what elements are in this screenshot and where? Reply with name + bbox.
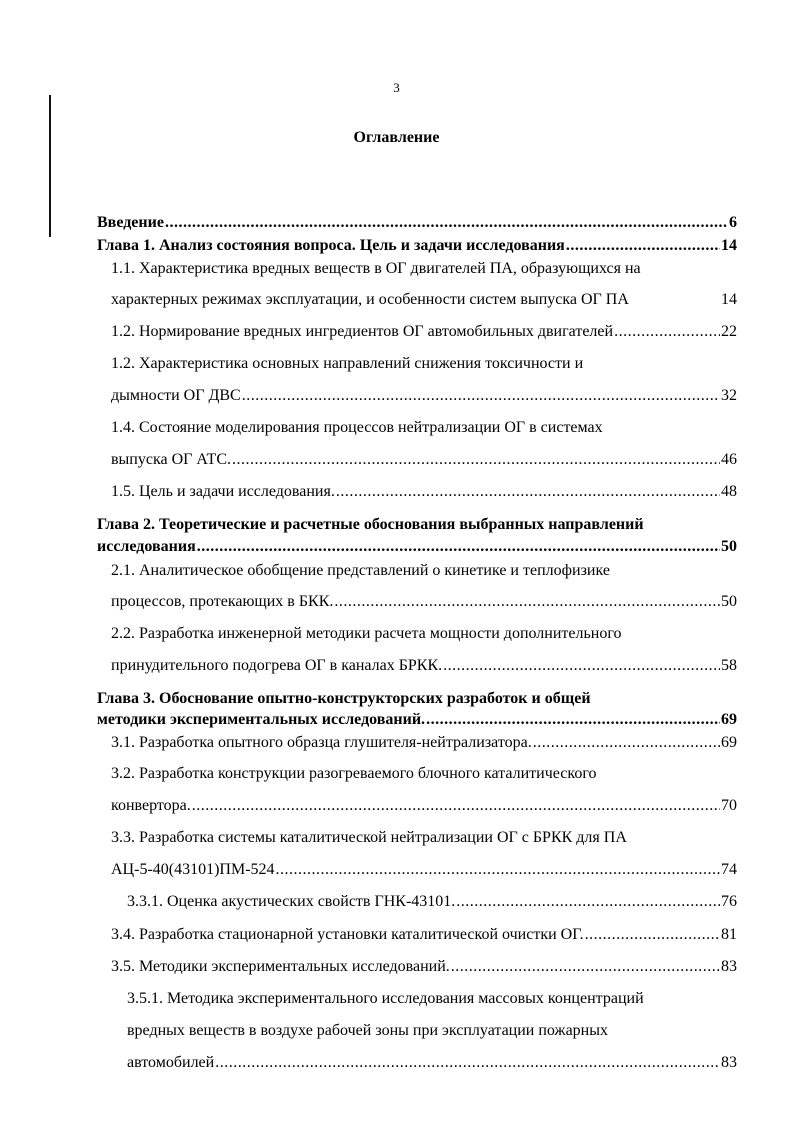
toc-entry-label: АЦ-5-40(43101)ПМ-524 (111, 861, 275, 878)
leader-dots (334, 592, 720, 612)
toc-entry-3-4[interactable] (111, 925, 737, 945)
leader-dots (276, 860, 720, 880)
toc-entry-label: 3.3.1. Оценка акустических свойств ГНК-43101. (127, 893, 456, 910)
toc-entry-chapter-1[interactable] (97, 236, 737, 256)
toc-entry-page: 46 (721, 451, 737, 468)
toc-entry-label: 3.4. Разработка стационарной установки каталитической очистки ОГ. (111, 926, 584, 943)
toc-entry-page: 50 (721, 593, 737, 610)
toc-entry-page: 48 (721, 483, 737, 500)
toc-entry-3-3-line-1[interactable] (111, 828, 737, 848)
toc-entry-3-5-1-line-3[interactable] (127, 1053, 737, 1073)
toc-entry-chapter-3-line-1[interactable] (97, 689, 737, 709)
toc-entry-label: выпуска ОГ АТС. (111, 451, 231, 468)
toc-entry-page: 74 (721, 861, 737, 878)
toc-entry-label: 2.1. Аналитическое обобщение представлений о кинетике и теплофизике (111, 562, 610, 579)
toc-entry-label: 1.2. Нормирование вредных ингредиентов ОГ автомобильных двигателей (111, 323, 614, 340)
toc-entry-label: процессов, протекающих в БКК. (111, 593, 334, 610)
leader-dots (242, 386, 720, 406)
toc-entry-2-1-line-1[interactable] (111, 561, 737, 581)
toc-entry-1-3-line-1[interactable] (111, 354, 737, 374)
toc-entry-label: 1.2. Характеристика основных направлений снижения токсичности и (111, 355, 584, 372)
toc-entry-label: 1.4. Состояние моделирования процессов нейтрализации ОГ в системах (111, 419, 603, 436)
leader-dots (533, 733, 720, 753)
toc-entry-3-5-1-line-2[interactable] (127, 1021, 737, 1041)
toc-entry-3-1[interactable] (111, 733, 737, 753)
toc-entry-label: вредных веществ в воздухе рабочей зоны при эксплуатации пожарных (127, 1022, 608, 1039)
leader-dots (585, 925, 720, 945)
toc-entry-chapter-2-line-2[interactable] (97, 537, 737, 557)
toc-entry-2-2-line-1[interactable] (111, 624, 737, 644)
toc-entry-1-2[interactable] (111, 322, 737, 342)
leader-dots (451, 957, 720, 977)
toc-entry-1-3-line-2[interactable] (111, 386, 737, 406)
toc-entry-label: Глава 2. Теоретические и расчетные обоснования выбранных направлений (97, 516, 644, 533)
toc-entry-label: Введение (97, 214, 164, 231)
toc-entry-label: дымности ОГ ДВС (111, 387, 241, 404)
toc-entry-3-2-line-2[interactable] (111, 796, 737, 816)
toc-entry-page: 14 (721, 291, 737, 308)
toc-entry-label: конвертора. (111, 797, 191, 814)
toc-entry-page: 69 (721, 734, 737, 751)
leader-dots (215, 1053, 720, 1073)
toc-entry-label: характерных режимах эксплуатации, и особенности систем выпуска ОГ ПА (111, 291, 629, 308)
toc-entry-page: 22 (721, 323, 737, 340)
toc-entry-page: 32 (721, 387, 737, 404)
toc-entry-label: 3.3. Разработка системы каталитической нейтрализации ОГ с БРКК для ПА (111, 829, 627, 846)
toc-entry-3-3-1[interactable] (127, 892, 737, 912)
toc-entry-3-3-line-2[interactable] (111, 860, 737, 880)
toc-entry-3-5[interactable] (111, 957, 737, 977)
toc-entry-label: Глава 3. Обоснование опытно-конструкторских разработок и общей (97, 690, 591, 707)
toc-entry-page: 76 (721, 893, 737, 910)
toc-entry-label: исследования (97, 538, 196, 555)
toc-entry-label: 3.5.1. Методика экспериментального исследования массовых концентраций (127, 990, 644, 1007)
toc-entry-label: принудительного подогрева ОГ в каналах БРКК. (111, 657, 443, 674)
toc-title: Оглавление (353, 129, 440, 146)
toc-entry-label: 1.1. Характеристика вредных веществ в ОГ двигателей ПА, образующихся на (111, 260, 641, 277)
toc-entry-1-1-line-2[interactable] (111, 290, 737, 310)
leader-dots (336, 482, 720, 502)
leader-dots (192, 796, 720, 816)
toc-entry-page: 81 (721, 926, 737, 943)
toc-entry-1-5[interactable] (111, 482, 737, 502)
toc-entry-page: 69 (721, 711, 737, 728)
toc-entry-3-5-1-line-1[interactable] (127, 989, 737, 1009)
toc-entry-page: 50 (721, 538, 737, 555)
toc-entry-chapter-3-line-2[interactable] (97, 710, 737, 730)
leader-dots (456, 892, 720, 912)
toc-entry-2-1-line-2[interactable] (111, 592, 737, 612)
toc-entry-label: методики экспериментальных исследований. (97, 711, 426, 728)
toc-entry-label: 3.1. Разработка опытного образца глушителя-нейтрализатора. (111, 734, 532, 751)
toc-entry-page: 6 (729, 214, 737, 231)
toc-entry-page: 83 (721, 1054, 737, 1071)
leader-dots (232, 450, 720, 470)
toc-entry-1-4-line-2[interactable] (111, 450, 737, 470)
leader-dots (614, 322, 720, 342)
toc-entry-page: 58 (721, 657, 737, 674)
leader-dots (566, 236, 720, 256)
leader-dots (443, 656, 720, 676)
toc-entry-label: 3.2. Разработка конструкции разогреваемого блочного каталитического (111, 765, 597, 782)
toc-entry-intro[interactable] (97, 213, 737, 233)
toc-entry-label: автомобилей (127, 1054, 215, 1071)
toc-entry-page: 70 (721, 797, 737, 814)
leader-dots (165, 213, 728, 233)
toc-entry-2-2-line-2[interactable] (111, 656, 737, 676)
toc-entry-label: 1.5. Цель и задачи исследования. (111, 483, 335, 500)
toc-entry-1-1-line-1[interactable] (111, 259, 737, 279)
toc-entry-label: 3.5. Методики экспериментальных исследований. (111, 958, 450, 975)
toc-entry-3-2-line-1[interactable] (111, 764, 737, 784)
page-number: 3 (393, 80, 400, 95)
toc-entry-1-4-line-1[interactable] (111, 418, 737, 438)
toc-entry-page: 83 (721, 958, 737, 975)
leader-dots (197, 537, 720, 557)
toc-entry-label: Глава 1. Анализ состояния вопроса. Цель и задачи исследования (97, 237, 565, 254)
leader-dots (426, 710, 720, 730)
toc-entry-label: 2.2. Разработка инженерной методики расчета мощности дополнительного (111, 625, 622, 642)
toc-entry-page: 14 (721, 237, 737, 254)
toc-entry-chapter-2-line-1[interactable] (97, 515, 737, 535)
